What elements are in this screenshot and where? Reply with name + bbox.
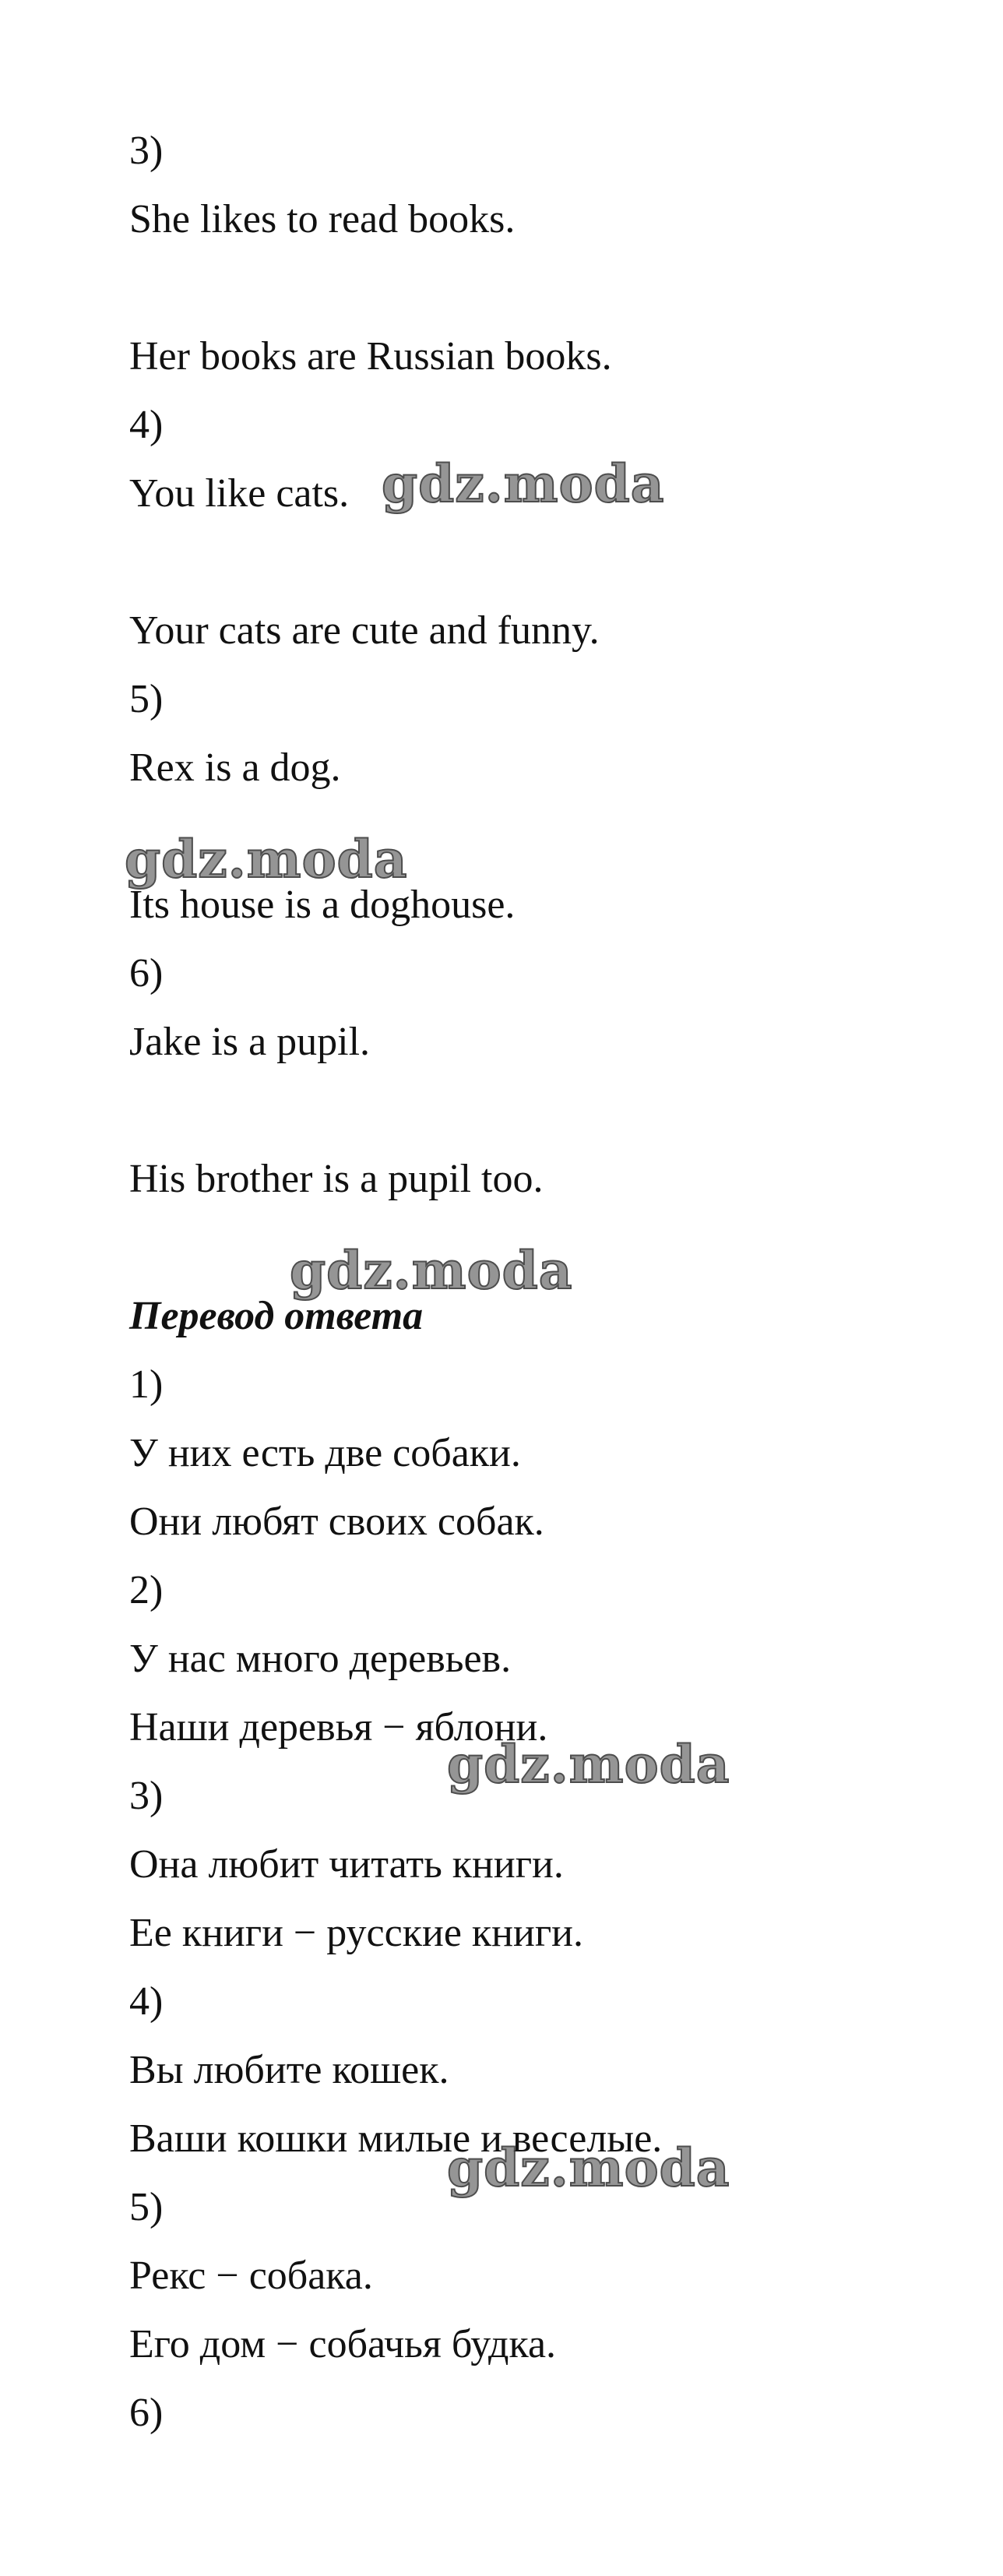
translation-number: 4)	[129, 1979, 164, 2024]
answer-sentence: Rex is a dog.	[129, 745, 341, 790]
answer-sentence: Your cats are cute and funny.	[129, 608, 600, 653]
answer-sentence: His brother is a pupil too.	[129, 1157, 544, 1201]
translation-sentence: Она любит читать книги.	[129, 1842, 564, 1887]
translation-sentence: Вы любите кошек.	[129, 2048, 449, 2092]
watermark: gdz.moda	[447, 1734, 730, 1795]
translation-number: 6)	[129, 2391, 164, 2435]
translation-sentence: У нас много деревьев.	[129, 1637, 512, 1681]
translation-number: 2)	[129, 1568, 164, 1612]
answer-sentence: She likes to read books.	[129, 197, 516, 241]
watermark: gdz.moda	[290, 1240, 573, 1301]
answer-number: 6)	[129, 951, 164, 996]
translation-number: 1)	[129, 1362, 164, 1407]
answer-sentence: Her books are Russian books.	[129, 334, 612, 379]
answer-number: 4)	[129, 403, 164, 447]
watermark: gdz.moda	[447, 2137, 730, 2198]
translation-sentence: Его дом − собачья будка.	[129, 2322, 557, 2366]
translation-number: 3)	[129, 1774, 164, 1818]
watermark: gdz.moda	[382, 453, 665, 514]
translation-sentence: У них есть две собаки.	[129, 1431, 521, 1475]
translation-sentence: Рекс − собака.	[129, 2254, 373, 2298]
translation-number: 5)	[129, 2185, 164, 2229]
answer-number: 3)	[129, 129, 164, 173]
answer-number: 5)	[129, 677, 164, 721]
translation-heading: Перевод ответа	[129, 1294, 424, 1338]
answer-sentence: Jake is a pupil.	[129, 1020, 371, 1064]
answer-sentence: Its house is a doghouse.	[129, 883, 516, 927]
watermark: gdz.moda	[125, 829, 408, 890]
translation-sentence: Ваши кошки милые и веселые.	[129, 2116, 663, 2161]
translation-sentence: Ее книги − русские книги.	[129, 1911, 583, 1955]
translation-sentence: Наши деревья − яблони.	[129, 1705, 548, 1750]
translation-sentence: Они любят своих собак.	[129, 1499, 544, 1544]
answer-sentence: You like cats.	[129, 471, 350, 516]
